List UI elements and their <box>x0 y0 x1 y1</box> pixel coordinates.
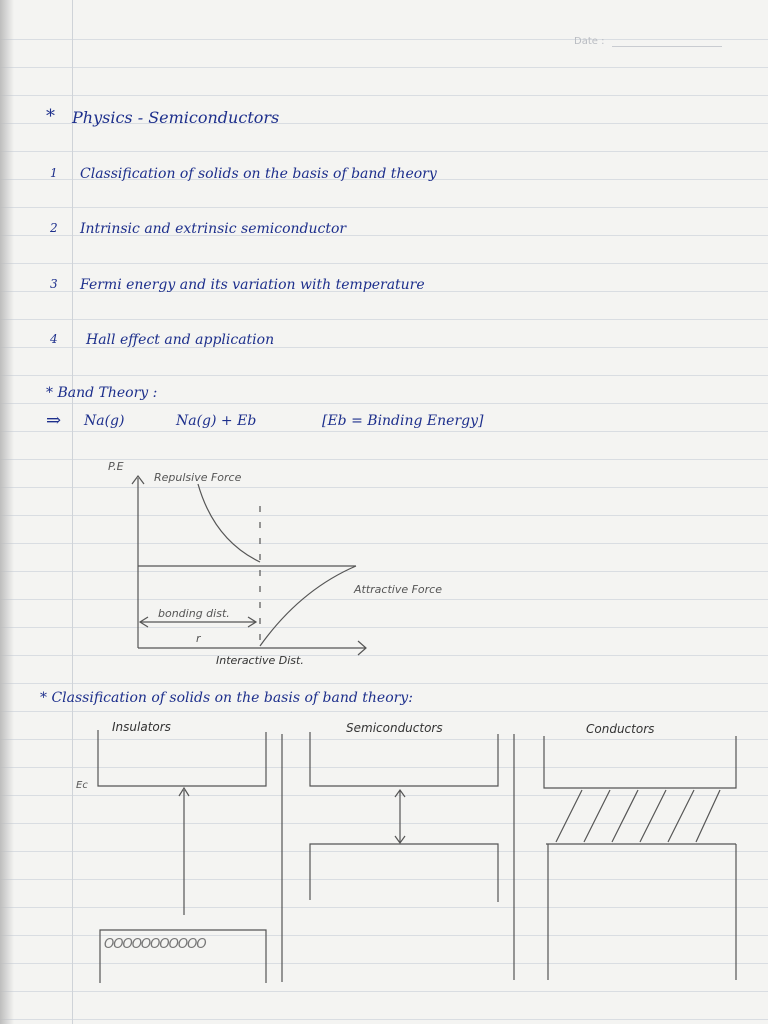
insulators-label: Insulators <box>112 720 171 734</box>
topic-number-2: 2 <box>50 221 58 235</box>
topic-number-3: 3 <box>50 277 58 291</box>
topic-number-4: 4 <box>50 332 58 346</box>
binding-energy-note: [Eb = Binding Energy] <box>322 413 484 429</box>
reactant-term: Na(g) <box>84 413 125 429</box>
title-bullet: * <box>46 106 55 127</box>
date-label: Date : <box>574 36 605 47</box>
ec-label: Ec <box>76 780 88 791</box>
conductors-label: Conductors <box>586 722 655 736</box>
band-theory-heading: * Band Theory : <box>46 385 158 401</box>
topic-4: Hall effect and application <box>86 332 275 348</box>
semiconductors-label: Semiconductors <box>346 721 443 735</box>
conductor-conduction-band <box>544 736 736 788</box>
topic-number-1: 1 <box>50 166 58 180</box>
r-label: r <box>196 632 201 645</box>
product-term: Na(g) + Eb <box>176 413 257 429</box>
attractive-curve <box>260 566 356 646</box>
repulsive-force-label: Repulsive Force <box>154 471 242 484</box>
topic-3: Fermi energy and its variation with temperature <box>80 277 425 293</box>
semiconductor-conduction-band <box>310 732 498 786</box>
attractive-force-label: Attractive Force <box>354 583 442 596</box>
insulator-conduction-band <box>98 730 266 786</box>
semiconductor-valence-band <box>310 844 498 902</box>
pe-axis-label: P.E <box>108 460 124 473</box>
implies-arrow: ⇒ <box>46 410 62 431</box>
topic-1: Classification of solids on the basis of band theory <box>80 166 437 182</box>
bonding-distance-label: bonding dist. <box>158 607 230 620</box>
classification-heading: * Classification of solids on the basis of band theory: <box>40 690 413 706</box>
page-title: Physics - Semiconductors <box>72 108 280 127</box>
topic-2: Intrinsic and extrinsic semiconductor <box>80 221 347 237</box>
repulsive-curve <box>198 484 260 562</box>
conductor-hatching <box>556 790 720 842</box>
interactive-distance-label: Interactive Dist. <box>216 654 304 667</box>
electron-circles: OOOOOOOOOOO <box>104 937 206 952</box>
insulator-valence-band <box>100 930 266 983</box>
